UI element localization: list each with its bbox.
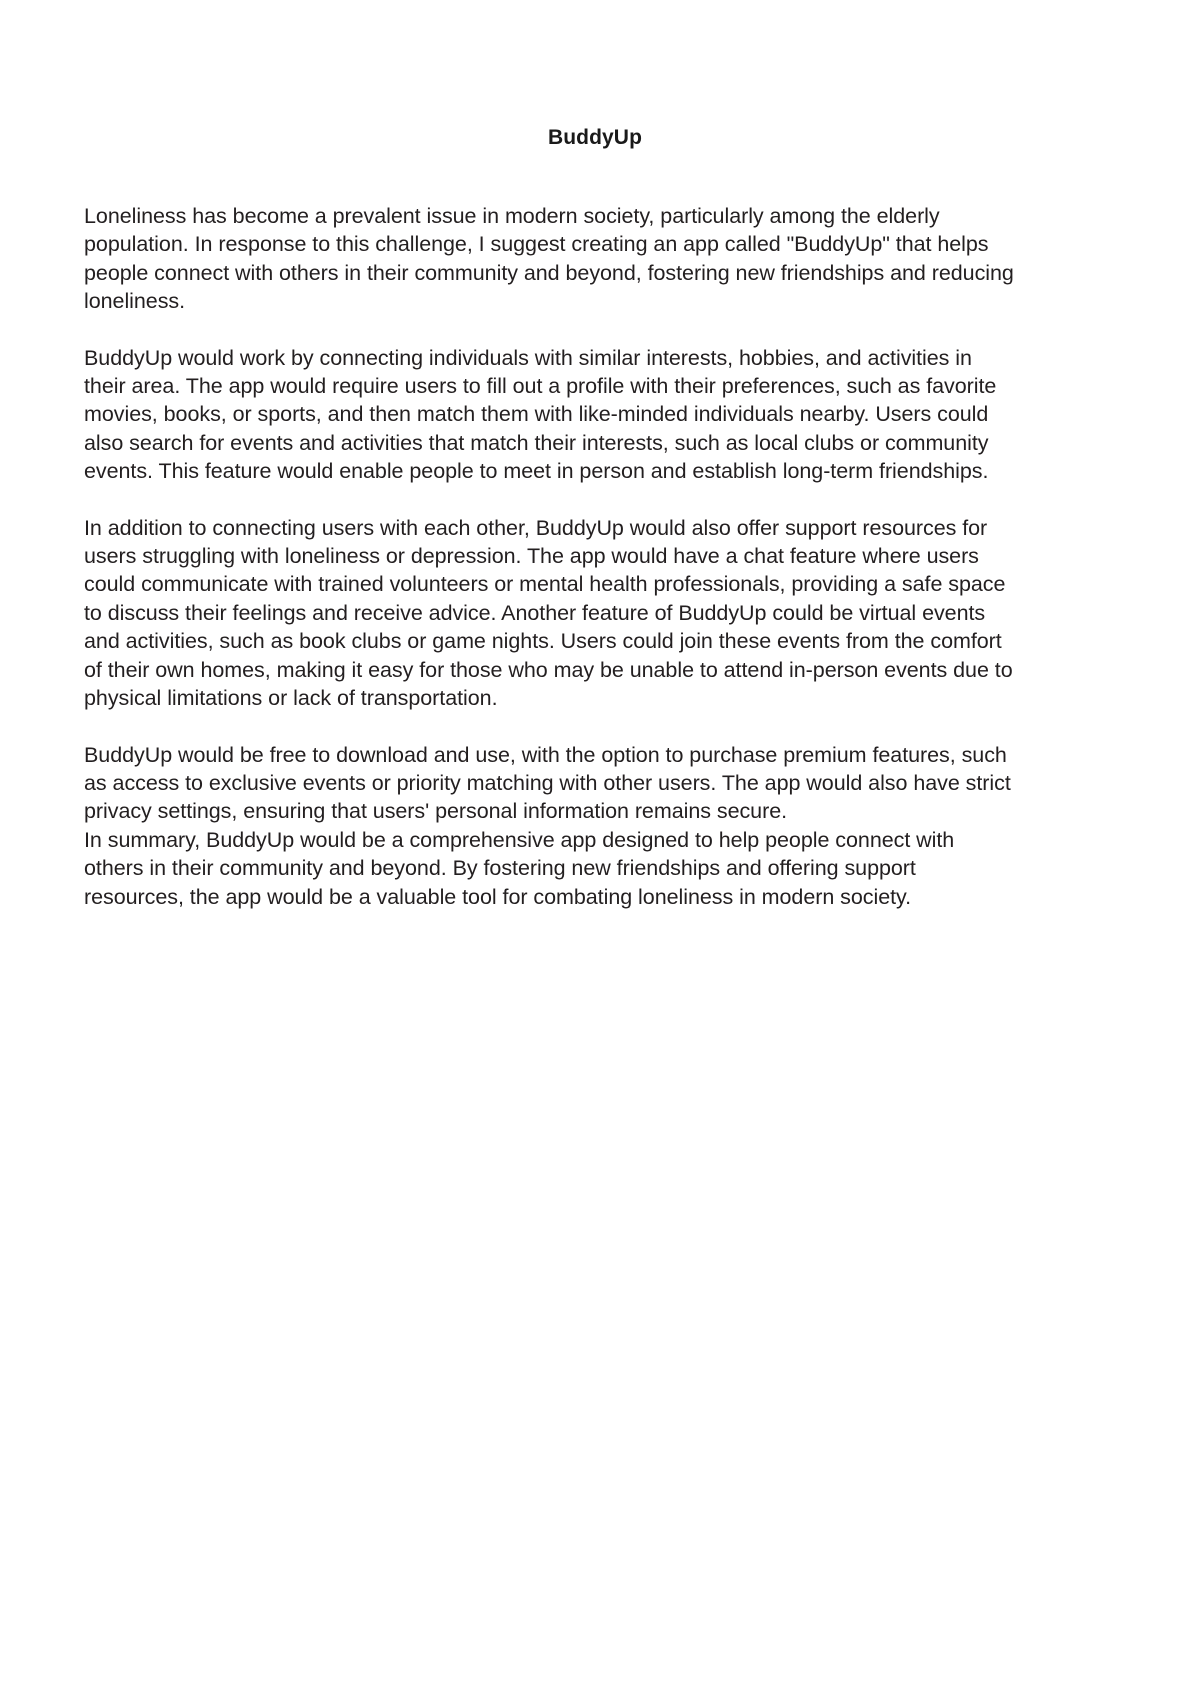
paragraph-5: In summary, BuddyUp would be a comprehensive app designed to help people connect with others in their community and beyond. By fostering new friendships and offering support resources, the app would be a valuable tool for combating loneliness in modern society. (84, 827, 955, 909)
paragraph-2: BuddyUp would work by connecting individuals with similar interests, hobbies, and activities in their area. The app would require users to fill out a profile with their preferences, such as favorite movies, books, or sports, and then match them with like-minded individuals nearby. Users could also search for events and activities that match their interests, such as local clubs or community events. This feature would enable people to meet in person and establish long-term friendships. (84, 345, 997, 484)
document-body (84, 202, 1106, 911)
paragraph-4: BuddyUp would be free to download and use, with the option to purchase premium features, such as access to exclusive events or priority matching with other users. The app would also have strict privacy settings, ensuring that users' personal information remains secure. (84, 742, 1011, 824)
paragraph-1: Loneliness has become a prevalent issue in modern society, particularly among the elderly population. In response to this challenge, I suggest creating an app called "BuddyUp" that helps people connect with others in their community and beyond, fostering new friendships and reducing loneliness. (84, 204, 1014, 314)
paragraph-3: In addition to connecting users with each other, BuddyUp would also offer support resources for users struggling with loneliness or depression. The app would have a chat feature where users could communicate with trained volunteers or mental health professionals, providing a safe space to discuss their feelings and receive advice. Another feature of BuddyUp could be virtual events and activities, such as book clubs or game nights. Users could join these events from the comfort of their own homes, making it easy for those who may be unable to attend in-person events due to physical limitations or lack of transportation. (84, 515, 1013, 711)
page-title: BuddyUp (547, 126, 643, 149)
